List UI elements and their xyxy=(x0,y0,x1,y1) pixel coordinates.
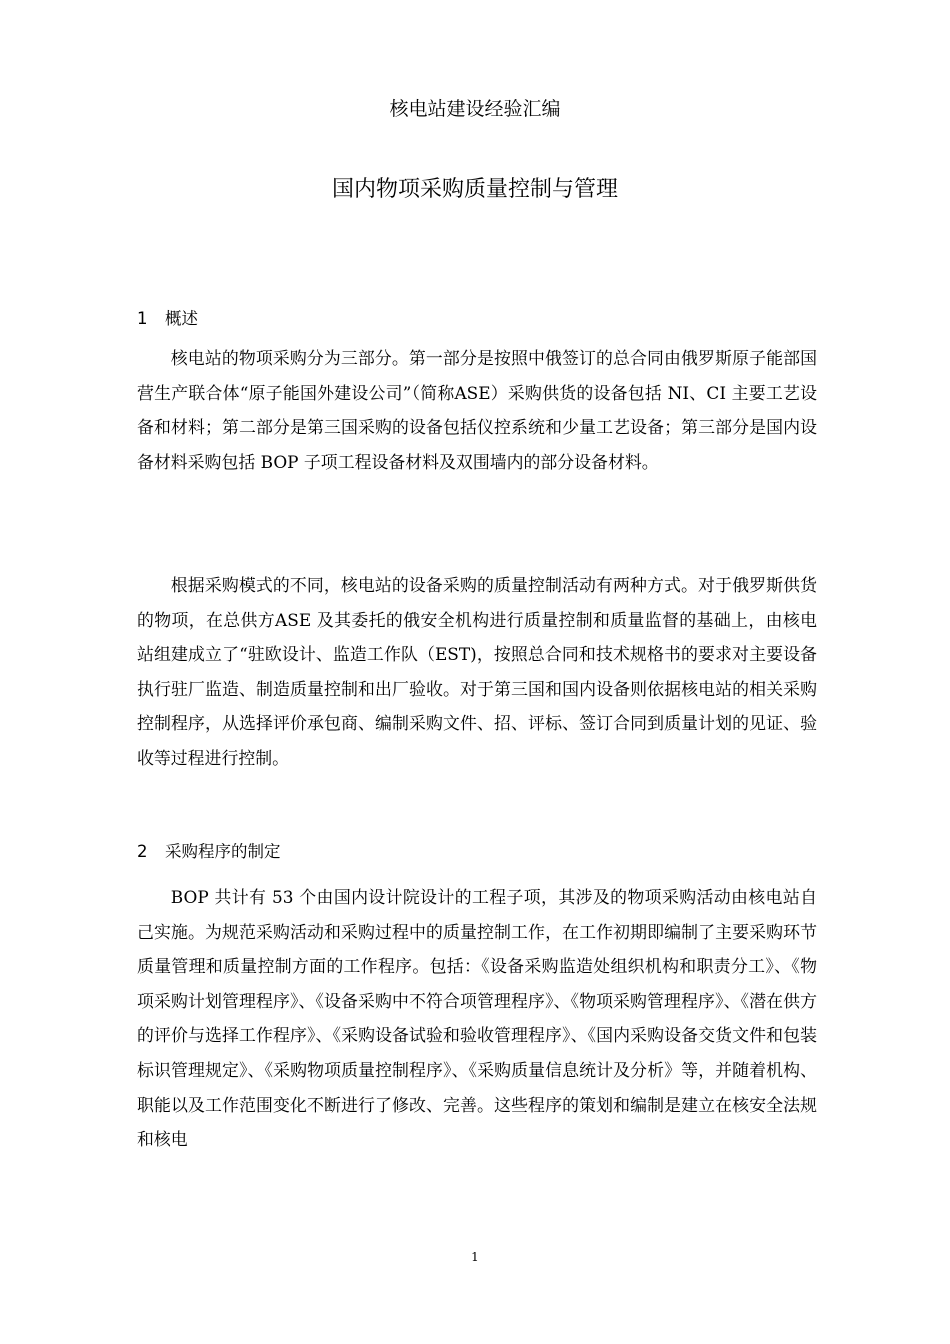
section-heading-overview xyxy=(137,307,198,331)
body-paragraph: 根据采购模式的不同，核电站的设备采购的质量控制活动有两种方式。对于俄罗斯供货的物项，在总供方ASE 及其委托的俄安全机构进行质量控制和质量监督的基础上，由核电站组建成立了“驻欧设计、监造工作队（EST)，按照总合同和技术规格书的要求对主要设备执行驻厂监造、制造质量控制和出厂验收。对于第三国和国内设备则依据核电站的相关采购控制程序，从选择评价承包商、编制采购文件、招、评标、签订合同到质量计划的见证、验收等过程进行控制。 xyxy=(137,575,817,768)
section-number: 1 xyxy=(137,309,148,328)
body-paragraph: BOP 共计有 53 个由国内设计院设计的工程子项，其涉及的物项采购活动由核电站自己实施。为规范采购活动和采购过程中的质量控制工作，在工作初期即编制了主要采购环节质量管理和质量控制方面的工作程序。包括：《设备采购监造处组织机构和职责分工》、《物项采购计划管理程序》、《设备采购中不符合项管理程序》、《物项采购管理程序》、《潜在供方的评价与选择工作程序》、《采购设备试验和验收管理程序》、《国内采购设备交货文件和包装标识管理规定》、《采购物项质量控制程序》、《采购质量信息统计及分析》等，并随着机构、职能以及工作范围变化不断进行了修改、完善。这些程序的策划和编制是建立在核安全法规和核电 xyxy=(137,887,817,1150)
page-number: 1 xyxy=(471,1250,479,1264)
document-title: 国内物项采购质量控制与管理 xyxy=(331,177,618,202)
body-paragraph: 核电站的物项采购分为三部分。第一部分是按照中俄签订的总合同由俄罗斯原子能部国营生产联合体“原子能国外建设公司”（简称ASE）采购供货的设备包括 NI、CI 主要工艺设备和材料；第二部分是第三国采购的设备包括仪控系统和少量工艺设备；第三部分是国内设备材料采购包括 BOP 子项工程设备材料及双围墙内的部分设备材料。 xyxy=(137,348,817,472)
page-header: 核电站建设经验汇编 xyxy=(389,98,561,120)
section-title: 概述 xyxy=(165,309,198,328)
section-title: 采购程序的制定 xyxy=(165,842,281,861)
section-heading-procurement-procedures xyxy=(137,840,281,864)
section-number: 2 xyxy=(137,842,148,861)
